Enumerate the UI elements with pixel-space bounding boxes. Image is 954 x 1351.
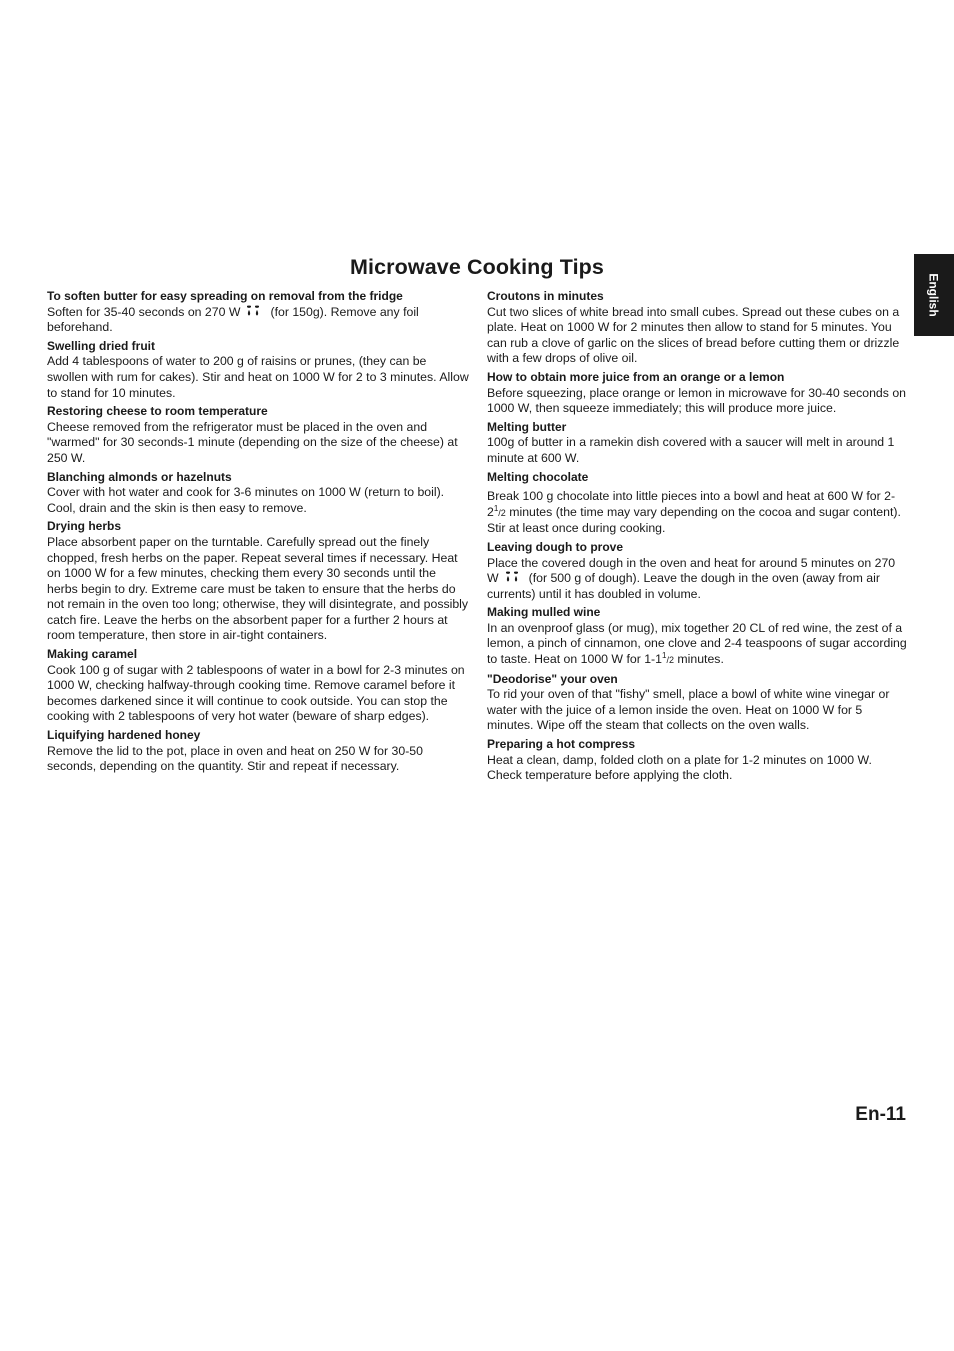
tip-body-text: In an ovenproof glass (or mug), mix together 20 CL of red wine, the zest of a lemon, a pinch of cinnamon, one clove and 2-4 teaspoons of sugar according to taste. Heat on 1000 W for 1-1: [487, 620, 907, 667]
tip-body: [47, 305, 469, 336]
tip-heading: Liquifying hardened honey: [47, 728, 201, 743]
tip-liquifying-honey: [47, 728, 469, 775]
tip-body: Place absorbent paper on the turntable. Carefully spread out the finely chopped, fresh herbs on the paper. Repeat several times if necessary. Heat on 1000 W for a few minutes, checking them every 30 seconds until the herbs begin to dry. Extreme care must be taken to ensure that the herbs do not remain in the oven too long; otherwise, they will disintegrate, and possibly catch fire. Leave the herbs on the absorbent paper for a further 2 hours at room temperature, then store in air-tight containers.: [47, 534, 469, 643]
tip-croutons: [487, 289, 909, 367]
tip-body: Remove the lid to the pot, place in oven and heat on 250 W for 30-50 seconds, depending on the quantity. Stir and repeat if necessary.: [47, 743, 423, 774]
fraction-denominator: /2: [498, 507, 506, 518]
page-title: Microwave Cooking Tips: [350, 255, 604, 279]
tip-heading: Blanching almonds or hazelnuts: [47, 469, 232, 484]
tip-drying-herbs: [47, 519, 469, 644]
tip-body: [487, 489, 909, 537]
tip-deodorise-oven: [487, 672, 909, 734]
page-number: En-11: [855, 1104, 906, 1125]
tip-melting-chocolate: [487, 470, 909, 537]
fraction-numerator: 1: [662, 650, 667, 660]
tip-heading: Melting chocolate: [487, 469, 589, 484]
tip-blanching-almonds: [47, 470, 469, 517]
tip-soften-butter: [47, 289, 469, 336]
tip-heading: Croutons in minutes: [487, 289, 604, 303]
tip-more-juice: [487, 370, 909, 417]
tip-body: Add 4 tablespoons of water to 200 g of raisins or prunes, (they can be swollen with rum for cakes). Stir and heat on 1000 W for 2 to 3 minutes. Allow to stand for 10 minutes.: [47, 354, 469, 400]
tip-hot-compress: [487, 737, 909, 784]
tip-body-text: Soften for 35-40 seconds on 270 W: [47, 304, 241, 319]
tip-body-text: minutes.: [673, 652, 724, 667]
tip-body: Heat a clean, damp, folded cloth on a plate for 1-2 minutes on 1000 W. Check temperature before applying the cloth.: [487, 752, 872, 783]
tip-heading: Swelling dried fruit: [47, 338, 156, 353]
fraction-numerator: 1: [493, 503, 499, 513]
tip-heading: Leaving dough to prove: [487, 539, 624, 554]
tip-mulled-wine: [487, 605, 909, 668]
tip-melting-butter: [487, 420, 909, 467]
tip-making-caramel: [47, 647, 469, 725]
tip-heading: Preparing a hot compress: [487, 737, 636, 752]
tip-body-text: (for 150g). Remove any foil beforehand.: [47, 304, 419, 335]
tip-heading: How to obtain more juice from an orange or a lemon: [487, 369, 785, 384]
tip-body: Cheese removed from the refrigerator must be placed in the oven and "warmed" for 30 seconds-1 minute (depending on the size of the cheese) at 250 W.: [47, 419, 458, 465]
language-tab-label: English: [927, 273, 941, 317]
fraction-denominator: /2: [666, 655, 674, 666]
tip-heading: Making mulled wine: [487, 605, 601, 620]
tip-heading: To soften butter for easy spreading on removal from the fridge: [47, 289, 403, 303]
tip-body: Before squeezing, place orange or lemon in microwave for 30-40 seconds on 1000 W, then squeeze immediately; this will produce more juice.: [487, 385, 907, 416]
tip-body: [487, 556, 909, 603]
tip-body-text: minutes (the time may vary depending on the cocoa and sugar content). Stir at least once during cooking.: [487, 504, 901, 536]
tip-body: [487, 621, 909, 669]
tip-heading: "Deodorise" your oven: [487, 671, 618, 686]
tip-body-text: Place the covered dough in the oven and heat for around 5 minutes on 270 W: [487, 555, 896, 586]
tip-heading: Restoring cheese to room temperature: [47, 404, 268, 419]
tip-body: Cook 100 g of sugar with 2 tablespoons of water in a bowl for 2-3 minutes on 1000 W, checking halfway-through cooking time. Remove caramel before it becomes darkened since it will continue to cook outside. You can stop the cooking with 2 tablespoons of very hot water (beware of sharp edges).: [47, 662, 465, 724]
tip-body: To rid your oven of that "fishy" smell, place a bowl of white wine vinegar or water with the juice of a lemon inside the oven. Heat on 1000 W for 5 minutes. Wipe off the steam that collects on the oven walls.: [487, 687, 890, 733]
tip-body-text: Break 100 g chocolate into little pieces into a bowl and heat at 600 W for 2-2: [487, 489, 896, 519]
tip-swelling-dried-fruit: [47, 339, 469, 401]
tip-heading: Drying herbs: [47, 519, 122, 534]
tip-body: Cover with hot water and cook for 3-6 minutes on 1000 W (return to boil). Cool, drain and the skin is then easy to remove.: [47, 485, 445, 515]
tip-body: Cut two slices of white bread into small cubes. Spread out these cubes on a plate. Heat on 1000 W for 2 minutes then allow to stand for 5 minutes. You can rub a clove of garlic on the slices of bread before cutting them or drizzle with a few drops of olive oil.: [487, 304, 900, 366]
tip-body: 100g of butter in a ramekin dish covered with a saucer will melt in around 1 minute at 600 W.: [487, 435, 895, 465]
tip-heading: Melting butter: [487, 419, 567, 434]
right-column: [487, 289, 909, 787]
tip-dough-prove: [487, 540, 909, 602]
tip-heading: Making caramel: [47, 647, 138, 662]
language-tab: [914, 254, 954, 336]
left-column: [47, 289, 469, 778]
tip-body-text: (for 500 g of dough). Leave the dough in the oven (away from air currents) until it has doubled in volume.: [487, 571, 880, 601]
defrost-icon: [504, 571, 520, 583]
tip-restoring-cheese: [47, 404, 469, 466]
defrost-icon: [245, 305, 261, 317]
